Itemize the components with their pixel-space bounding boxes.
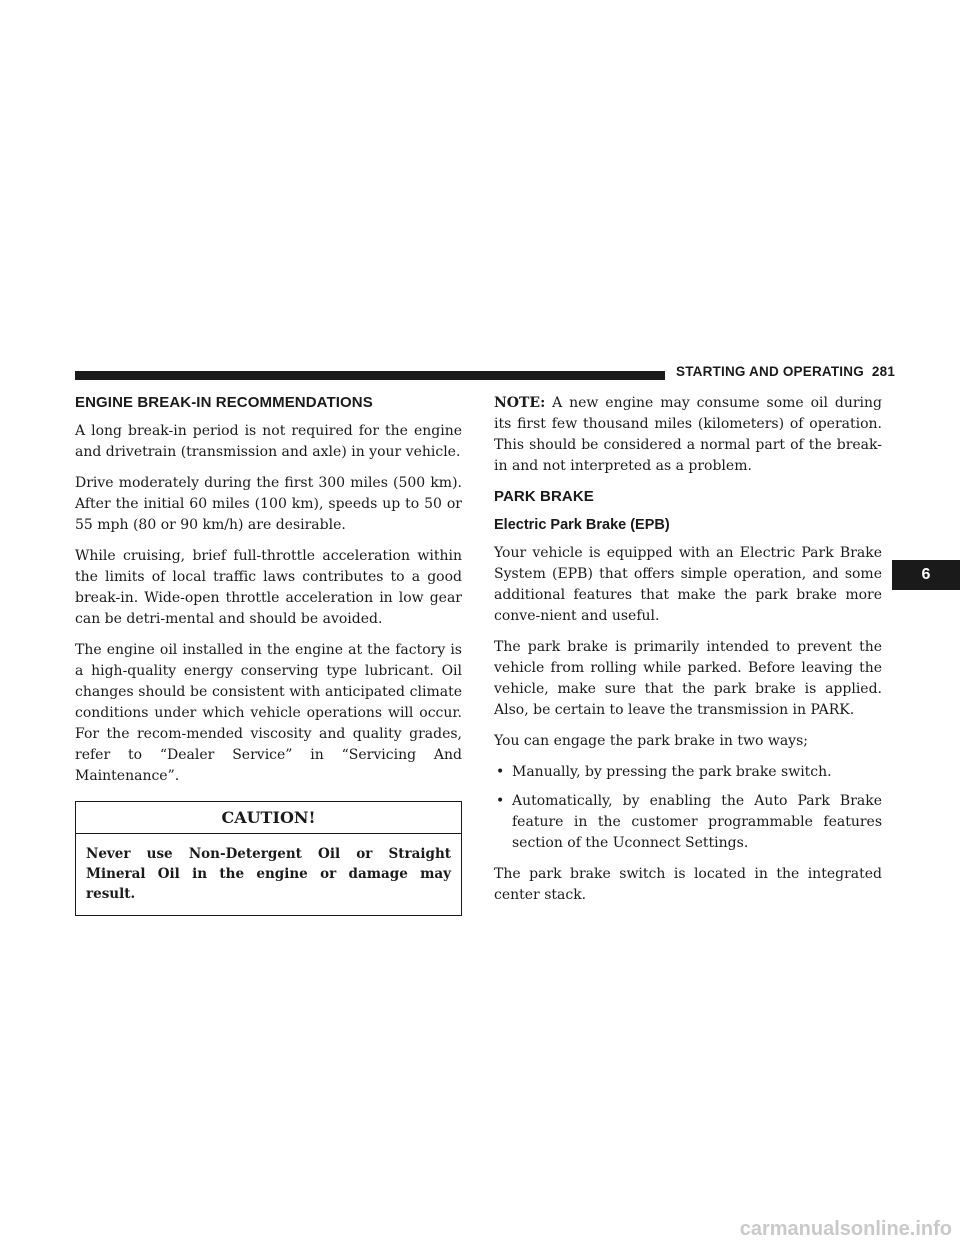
running-header — [676, 364, 896, 379]
list-item — [494, 762, 882, 783]
engage-methods-list — [494, 762, 882, 854]
list-item — [494, 791, 882, 854]
caution-title: CAUTION! — [76, 802, 461, 834]
note-paragraph — [494, 393, 882, 477]
chapter-title: STARTING AND OPERATING — [676, 364, 864, 379]
paragraph: Your vehicle is equipped with an Electric Park Brake System (EPB) that offers simple operation, and some additional features that make the park brake more conve-nient and useful. — [494, 545, 882, 624]
left-column — [75, 393, 462, 916]
paragraph: The engine oil installed in the engine at the factory is a high-quality energy conserving type lubricant. Oil changes should be consistent with anticipated climate conditions under which vehicle operations will occur. For the recom-mended viscosity and quality grades, refer to “Dealer Service” in “Servicing And Maintenance”. — [75, 642, 462, 784]
paragraph: The park brake switch is located in the integrated center stack. — [494, 866, 882, 903]
bullet-icon: • — [496, 764, 505, 780]
page-number: 281 — [871, 364, 896, 379]
paragraph: While cruising, brief full-throttle acceleration within the limits of local traffic laws contributes to a good break-in. Wide-open throttle acceleration in low gear can be detri-mental and should be avoided. — [75, 548, 462, 627]
note-label: NOTE: — [494, 395, 546, 411]
paragraph: A long break-in period is not required for the engine and drivetrain (transmission and axle) in your vehicle. — [75, 423, 462, 460]
right-column — [494, 393, 882, 916]
header-rule — [75, 371, 665, 380]
list-item-text: Automatically, by enabling the Auto Park Brake feature in the customer programmable features section of the Uconnect Settings. — [512, 793, 882, 851]
caution-text: Never use Non-Detergent Oil or Straight Mineral Oil in the engine or damage may result. — [86, 846, 451, 902]
list-item-text: Manually, by pressing the park brake switch. — [512, 764, 832, 780]
park-brake-heading: PARK BRAKE — [494, 488, 594, 505]
engine-break-in-heading: ENGINE BREAK-IN RECOMMENDATIONS — [75, 394, 373, 411]
caution-box — [75, 801, 462, 916]
note-text: A new engine may consume some oil during its first few thousand miles (kilometers) of operation. This should be considered a normal part of the break-in and not interpreted as a problem. — [494, 395, 882, 474]
epb-subheading: Electric Park Brake (EPB) — [494, 517, 670, 533]
watermark: carmanualsonline.info — [739, 1218, 952, 1240]
bullet-icon: • — [496, 793, 505, 809]
paragraph: The park brake is primarily intended to prevent the vehicle from rolling while parked. Before leaving the vehicle, make sure that the park brake is applied. Also, be certain to leave the transmission in PARK. — [494, 639, 882, 718]
paragraph: Drive moderately during the first 300 miles (500 km). After the initial 60 miles (100 km), speeds up to 50 or 55 mph (80 or 90 km/h) are desirable. — [75, 475, 462, 533]
paragraph: You can engage the park brake in two ways; — [494, 733, 808, 749]
chapter-tab: 6 — [892, 560, 960, 590]
